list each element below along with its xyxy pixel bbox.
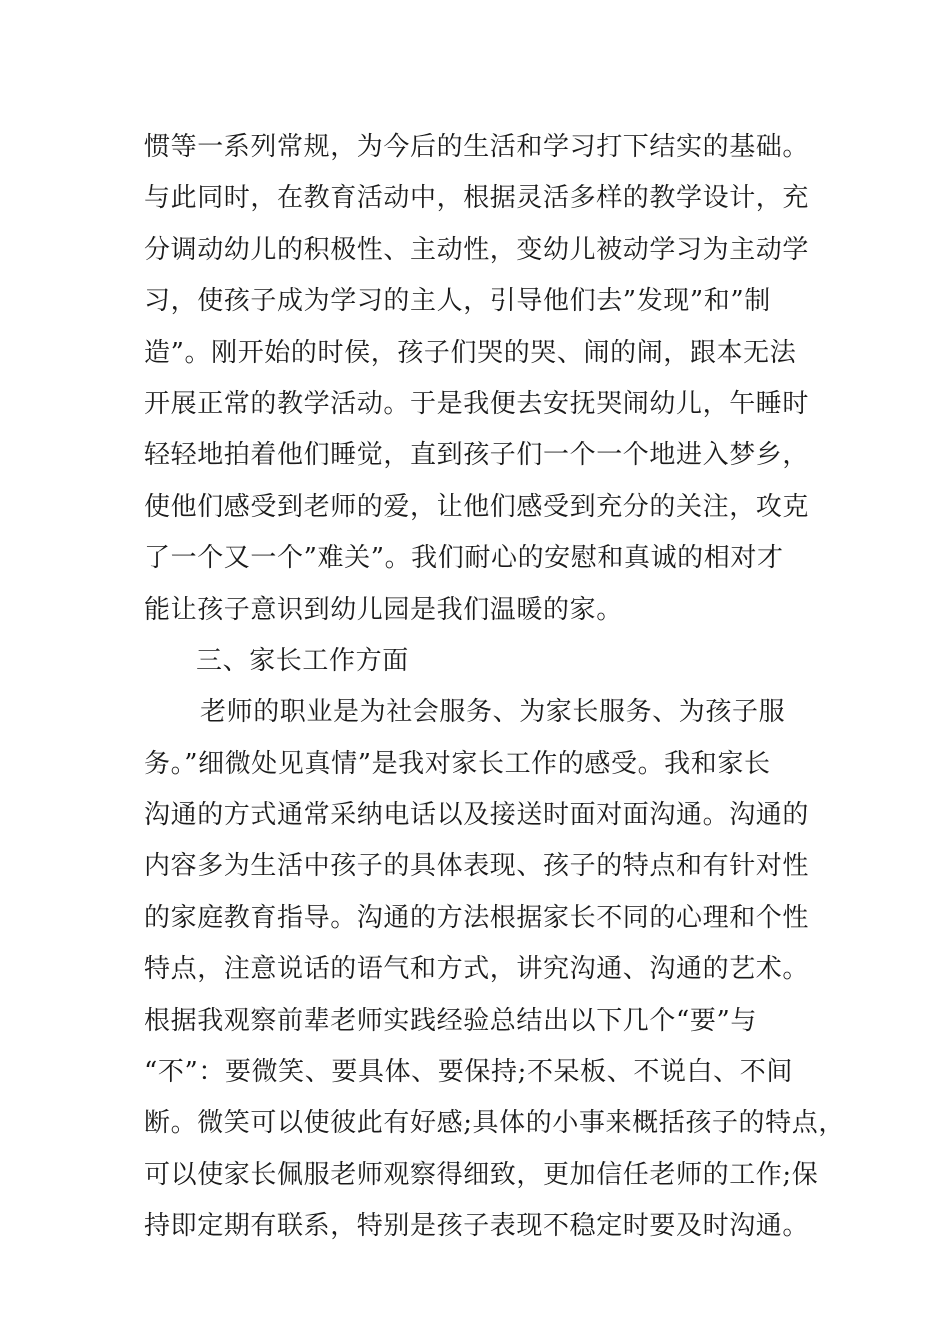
paragraph-line: 的家庭教育指导。沟通的方法根据家长不同的心理和个性 [144, 902, 810, 933]
paragraph-line: 分调动幼儿的积极性、主动性，变幼儿被动学习为主动学 [144, 234, 810, 265]
paragraph-line: 开展正常的教学活动。于是我便去安抚哭闹幼儿，午睡时 [144, 388, 810, 419]
paragraph-line: “不”：要微笑、要具体、要保持;不呆板、不说白、不间 [144, 1057, 793, 1088]
paragraph-line: 可以使家长佩服老师观察得细致，更加信任老师的工作;保 [144, 1159, 819, 1190]
paragraph-line: 沟通的方式通常采纳电话以及接送时面对面沟通。沟通的 [144, 800, 810, 831]
paragraph-line: 老师的职业是为社会服务、为家长服务、为孩子服 [200, 697, 786, 728]
paragraph-line: 习，使孩子成为学习的主人，引导他们去”发现”和”制 [144, 286, 771, 317]
paragraph-line: 能让孩子意识到幼儿园是我们温暖的家。 [144, 594, 623, 625]
paragraph-line: 内容多为生活中孩子的具体表现、孩子的特点和有针对性 [144, 851, 810, 882]
paragraph-line: 轻轻地拍着他们睡觉，直到孩子们一个一个地进入梦乡， [144, 440, 810, 471]
paragraph-line: 特点，注意说话的语气和方式，讲究沟通、沟通的艺术。 [144, 954, 810, 985]
paragraph-line: 了一个又一个”难关”。我们耐心的安慰和真诚的相对才 [144, 543, 784, 574]
paragraph-line: 根据我观察前辈老师实践经验总结出以下几个“要”与 [144, 1005, 757, 1036]
section-heading: 三、家长工作方面 [196, 645, 409, 676]
paragraph-line: 断。微笑可以使彼此有好感;具体的小事来概括孩子的特点， [144, 1108, 845, 1139]
paragraph-line: 惯等一系列常规，为今后的生活和学习打下结实的基础。 [144, 132, 810, 162]
document-body [144, 122, 845, 1253]
paragraph-line: 务。”细微处见真情”是我对家长工作的感受。我和家长 [144, 748, 771, 779]
paragraph-line: 持即定期有联系，特别是孩子表现不稳定时要及时沟通。 [144, 1211, 810, 1242]
paragraph-line: 与此同时，在教育活动中，根据灵活多样的教学设计，充 [144, 183, 810, 214]
paragraph-line: 使他们感受到老师的爱，让他们感受到充分的关注，攻克 [144, 491, 810, 522]
paragraph-line: 造”。刚开始的时侯，孩子们哭的哭、闹的闹，跟本无法 [144, 337, 797, 368]
